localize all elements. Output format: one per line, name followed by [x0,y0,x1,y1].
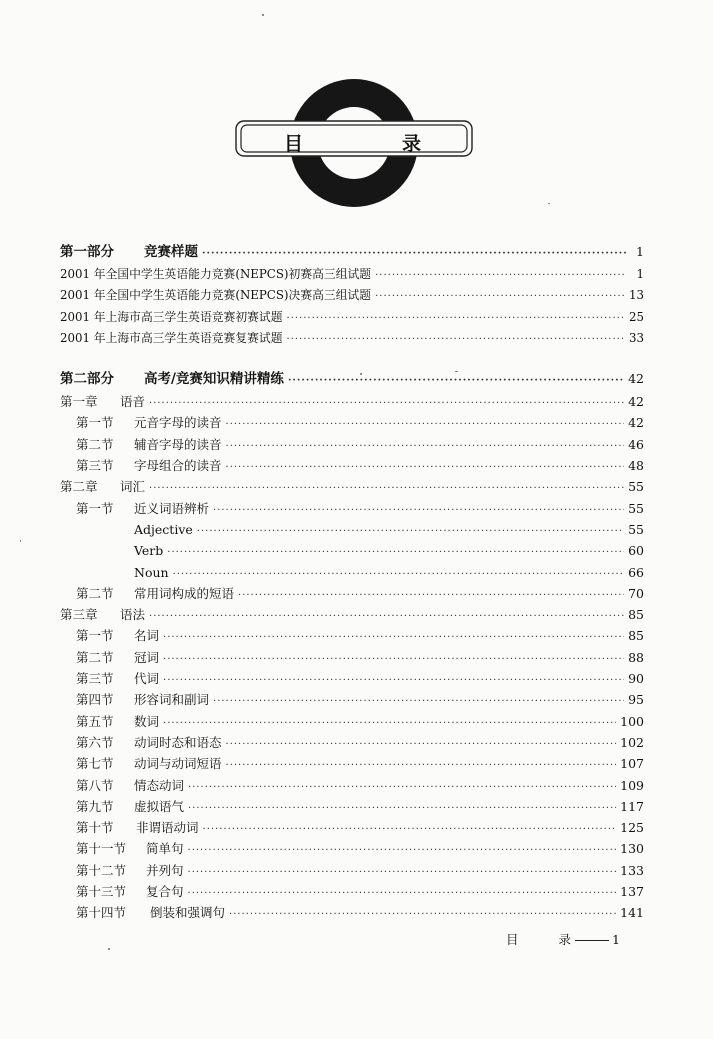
leader-dots [226,417,625,432]
toc-section-number: 第四节 [76,692,114,708]
toc-entry-title: 语音 [120,394,146,410]
toc-page-number: 109 [620,777,644,793]
toc-entry-title: 情态动词 [134,777,185,793]
toc-entry-title: 动词与动词短语 [134,756,222,772]
toc-section-number: 第三节 [76,671,114,687]
toc-entry-title: 代词 [134,671,160,687]
scan-speck [20,540,21,542]
toc-entry-title: 近义词语辨析 [134,500,210,516]
toc-page-number: 60 [628,543,644,559]
toc-section-number: 第二节 [76,585,114,601]
toc-section-number: 第六节 [76,734,114,750]
toc-section-number: 第二节 [76,649,114,665]
toc-page-number: 125 [620,820,644,836]
toc-entry[interactable] [60,714,644,735]
toc-title-char-2: 录 [402,133,422,155]
toc-entry[interactable] [60,288,644,309]
leader-dots [188,801,616,816]
toc-entry-title: 数词 [134,713,160,729]
footer-label-char-2: 录 [558,932,572,947]
toc-page-number: 85 [628,628,644,644]
toc-entry[interactable] [60,650,644,671]
toc-entry-title: 动词时态和语态 [134,734,222,750]
toc-entry-title: 名词 [134,628,160,644]
toc-entry-title: Noun [134,564,169,580]
footer-page-number: 1 [612,931,620,947]
toc-section-number: 第一章 [60,394,98,410]
toc-entry-title: 2001 年上海市高三学生英语竞赛复赛试题 [60,330,283,345]
toc-entry[interactable] [60,310,644,331]
table-of-contents [60,244,644,927]
toc-entry[interactable] [60,586,644,607]
toc-entry-title: 非谓语动词 [136,820,199,836]
leader-dots [229,907,616,922]
toc-entry-title: 2001 年全国中学生英语能力竞赛(NEPCS)决赛高三组试题 [60,288,372,303]
toc-section-number: 第七节 [76,756,114,772]
toc-page-number: 117 [620,798,644,814]
toc-page-number: 90 [628,671,644,687]
toc-page-number: 141 [620,905,644,921]
toc-section-number: 第五节 [76,713,114,729]
toc-section-number: 第十四节 [76,905,127,921]
toc-section-number: 第一部分 [60,244,114,260]
toc-entry-title: 并列句 [146,862,184,878]
toc-entry-title: Verb [134,543,164,559]
toc-page-number: 55 [628,521,644,537]
toc-entry-title: 虚拟语气 [134,798,185,814]
toc-section-number: 第二节 [76,436,114,452]
toc-entry-title: Adjective [134,521,193,537]
toc-entry[interactable] [60,458,644,479]
toc-page-number: 66 [628,564,644,580]
toc-entry[interactable] [60,331,644,352]
toc-page-number: 46 [628,436,644,452]
toc-section-number: 第三节 [76,458,114,474]
toc-entry[interactable] [60,628,644,649]
toc-section-number: 第三章 [60,607,98,623]
toc-page-number: 70 [628,585,644,601]
toc-page-number: 107 [620,756,644,772]
leader-dots [163,716,616,731]
toc-page-number: 95 [628,692,644,708]
toc-entry-title: 简单句 [146,841,184,857]
toc-page-number: 42 [628,371,644,387]
leader-dots [226,758,617,773]
scan-speck [108,948,110,950]
leader-dots [202,246,626,261]
toc-entry-chapter-3[interactable] [60,607,644,628]
leader-dots [188,865,617,880]
toc-section-number: 第九节 [76,798,114,814]
toc-entry[interactable] [60,415,644,436]
toc-entry-title: 元音字母的读音 [134,415,222,431]
toc-page-number: 42 [628,394,644,410]
toc-entry-title: 字母组合的读音 [134,458,222,474]
toc-entry[interactable] [60,671,644,692]
toc-page-number: 13 [628,288,644,303]
scan-speck [455,371,458,372]
toc-entry[interactable] [60,543,644,564]
toc-entry-title: 冠词 [134,649,160,665]
toc-page-number: 88 [628,649,644,665]
footer-label-char-1: 目 [506,932,519,947]
toc-entry-title: 词汇 [120,479,146,495]
toc-entry-title: 辅音字母的读音 [134,436,222,452]
toc-section-number: 第十节 [76,820,114,836]
leader-dots [287,332,625,347]
leader-dots [238,588,624,603]
toc-page-number: 33 [628,330,644,345]
toc-entry[interactable] [60,884,644,905]
ring-emblem-icon [234,78,474,208]
toc-section-number: 第十三节 [76,884,127,900]
toc-entry[interactable] [60,756,644,777]
toc-page-number: 1 [636,244,644,259]
leader-dots [287,311,625,326]
toc-page-number: 48 [628,458,644,474]
toc-page-number: 100 [620,713,644,729]
leader-dots [163,630,624,645]
leader-dots [226,460,625,475]
toc-entry[interactable] [60,778,644,799]
leader-dots [197,524,624,539]
toc-page-number: 102 [620,734,644,750]
toc-page-number: 42 [628,415,644,431]
toc-page-number: 137 [620,884,644,900]
toc-entry-part-2[interactable] [60,371,644,394]
toc-entry-title: 高考/竞赛知识精讲精练 [144,371,284,388]
toc-entry-title: 形容词和副词 [134,692,210,708]
toc-section-number: 第八节 [76,777,114,793]
leader-dots [188,780,616,795]
toc-section-number: 第一节 [76,415,114,431]
toc-page-number: 55 [628,500,644,516]
page-footer [506,930,646,948]
leader-dots [213,694,624,709]
toc-entry[interactable] [60,841,644,862]
toc-entry-chapter-2[interactable] [60,479,644,500]
scan-speck [360,373,362,375]
toc-entry-title: 2001 年全国中学生英语能力竞赛(NEPCS)初赛高三组试题 [60,267,372,281]
leader-dots [149,609,624,624]
footer-rule [575,940,609,941]
toc-entry-part-1[interactable] [60,244,644,267]
toc-entry[interactable] [60,905,644,926]
toc-entry[interactable] [60,863,644,884]
toc-page-number: 130 [620,841,644,857]
toc-entry-title: 语法 [120,607,146,623]
leader-dots [173,567,625,582]
leader-dots [226,439,625,454]
leader-dots [149,481,624,496]
toc-entry[interactable] [60,267,644,288]
leader-dots [203,822,617,837]
toc-entry[interactable] [60,437,644,458]
toc-entry-title: 倒装和强调句 [150,905,226,921]
toc-section-number: 第一节 [76,500,114,516]
toc-entry-chapter-1[interactable] [60,394,644,415]
toc-entry[interactable] [60,799,644,820]
leader-dots [188,886,617,901]
toc-entry[interactable] [60,735,644,756]
toc-page-number: 25 [628,309,644,324]
leader-dots [188,843,617,858]
toc-section-number: 第十一节 [76,841,127,857]
toc-section-number: 第二章 [60,479,98,495]
toc-entry[interactable] [60,820,644,841]
toc-section-number: 第十二节 [76,862,127,878]
toc-page-number: 85 [628,607,644,623]
scan-speck [548,203,550,204]
scan-speck [262,14,264,16]
leader-dots [163,673,624,688]
leader-dots [163,652,624,667]
leader-dots [375,268,626,283]
leader-dots [167,545,624,560]
toc-page-number: 55 [628,479,644,495]
leader-dots [288,373,624,388]
leader-dots [226,737,617,752]
toc-entry[interactable] [60,565,644,586]
toc-entry-title: 常用词构成的短语 [134,585,235,601]
toc-entry[interactable] [60,692,644,713]
toc-entry-title: 复合句 [146,884,184,900]
leader-dots [213,503,624,518]
toc-entry-title: 2001 年上海市高三学生英语竞赛初赛试题 [60,309,283,324]
leader-dots [375,289,625,304]
toc-page-number: 133 [620,862,644,878]
toc-title-graphic [234,78,474,208]
toc-entry[interactable] [60,522,644,543]
toc-title-char-1: 目 [284,133,304,155]
toc-entry-title: 竞赛样题 [144,244,198,260]
toc-section-number: 第二部分 [60,371,114,388]
toc-page-number: 1 [636,267,644,281]
leader-dots [149,396,624,411]
toc-entry[interactable] [60,501,644,522]
toc-section-number: 第一节 [76,628,114,644]
